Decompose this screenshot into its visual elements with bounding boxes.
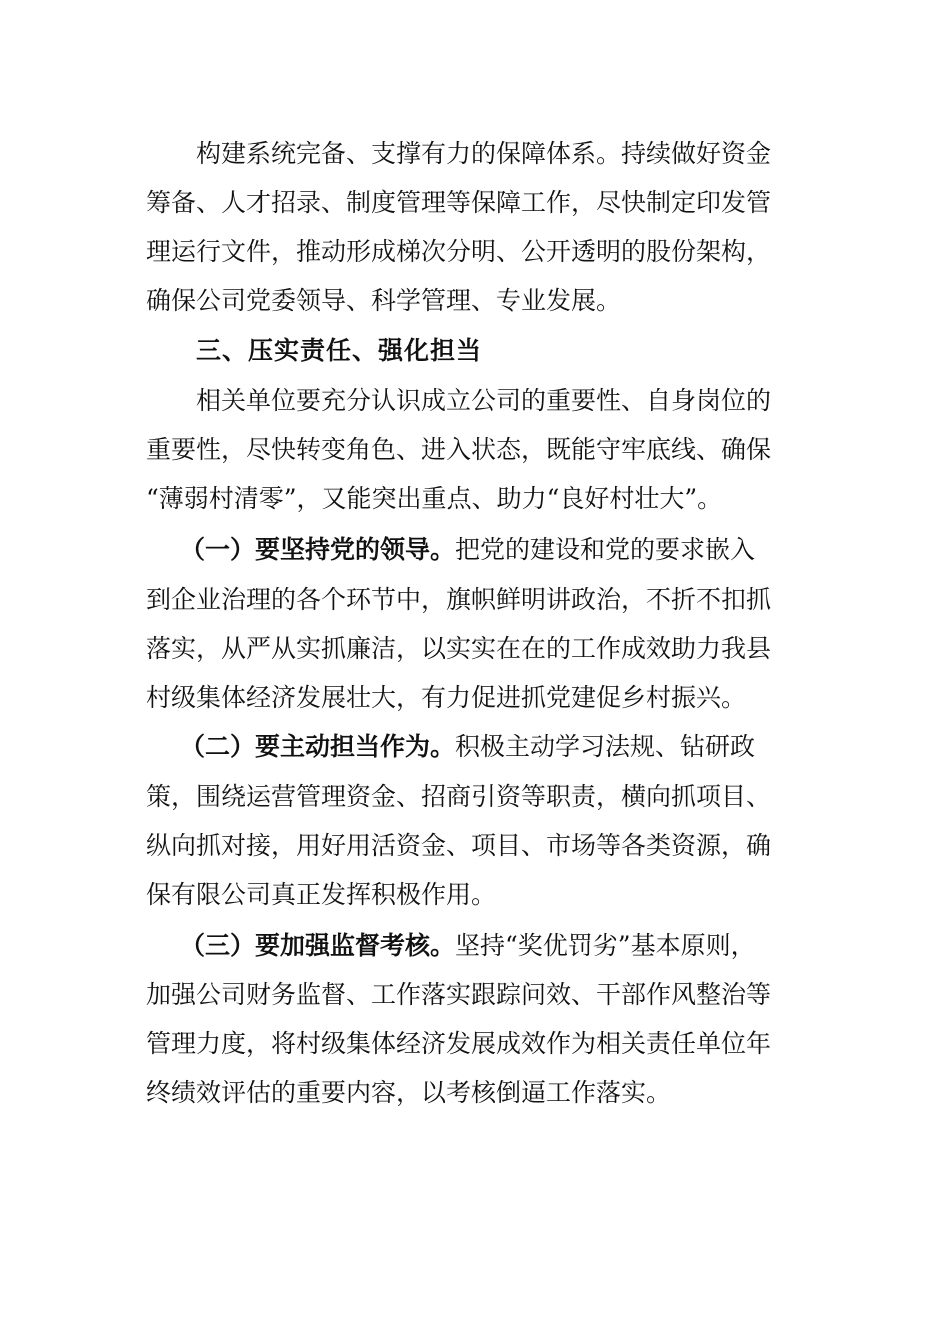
paragraph-line	[146, 281, 766, 321]
paragraph-line	[146, 826, 806, 866]
paragraph-line	[146, 875, 806, 915]
text-span: 坚持“奖优罚劣”基本原则，	[455, 931, 756, 960]
paragraph-line	[180, 727, 820, 767]
paragraph-line	[146, 629, 806, 669]
text-span: 纵向抓对接，用好用活资金、项目、市场等各类资源，确	[146, 831, 772, 860]
paragraph-line	[146, 183, 806, 223]
text-span: 村级集体经济发展壮大，有力促进抓党建促乡村振兴。	[146, 683, 747, 712]
text-span: 把党的建设和党的要求嵌入	[455, 535, 756, 564]
item-lead: （三）要加强监督考核。	[180, 931, 456, 960]
section-heading	[196, 331, 596, 371]
paragraph-line	[146, 580, 806, 620]
text-span: 终绩效评估的重要内容，以考核倒逼工作落实。	[146, 1078, 672, 1107]
text-span: “薄弱村清零”，又能突出重点、助力“良好村壮大”。	[146, 484, 723, 513]
text-span: 到企业治理的各个环节中，旗帜鲜明讲政治，不折不扣抓	[146, 585, 772, 614]
text-span: 策，围绕运营管理资金、招商引资等职责，横向抓项目、	[146, 782, 772, 811]
text-span: 相关单位要充分认识成立公司的重要性、自身岗位的	[196, 386, 772, 415]
text-span: 管理力度，将村级集体经济发展成效作为相关责任单位年	[146, 1029, 772, 1058]
paragraph-line	[146, 975, 806, 1015]
paragraph-line	[196, 134, 804, 174]
text-span: 保有限公司真正发挥积极作用。	[146, 880, 497, 909]
text-span: 确保公司党委领导、科学管理、专业发展。	[146, 286, 622, 315]
paragraph-line	[146, 479, 786, 519]
item-lead: （二）要主动担当作为。	[180, 732, 456, 761]
paragraph-line	[180, 926, 830, 966]
paragraph-line	[146, 232, 806, 272]
paragraph-line	[146, 1024, 806, 1064]
text-span: 落实，从严从实抓廉洁，以实实在在的工作成效助力我县	[146, 634, 772, 663]
paragraph-line	[146, 777, 806, 817]
text-span: 理运行文件，推动形成梯次分明、公开透明的股份架构，	[146, 237, 772, 266]
paragraph-line	[146, 678, 806, 718]
text-span: 筹备、人才招录、制度管理等保障工作，尽快制定印发管	[146, 188, 772, 217]
paragraph-line	[146, 1073, 806, 1113]
item-lead: （一）要坚持党的领导。	[180, 535, 456, 564]
text-span: 加强公司财务监督、工作落实跟踪问效、干部作风整治等	[146, 980, 772, 1009]
paragraph-line	[180, 530, 820, 570]
paragraph-line	[196, 381, 804, 421]
heading-text: 三、压实责任、强化担当	[196, 336, 483, 365]
paragraph-line	[146, 430, 806, 470]
text-span: 积极主动学习法规、钻研政	[455, 732, 756, 761]
text-span: 构建系统完备、支撑有力的保障体系。持续做好资金	[196, 139, 772, 168]
text-span: 重要性，尽快转变角色、进入状态，既能守牢底线、确保	[146, 435, 772, 464]
